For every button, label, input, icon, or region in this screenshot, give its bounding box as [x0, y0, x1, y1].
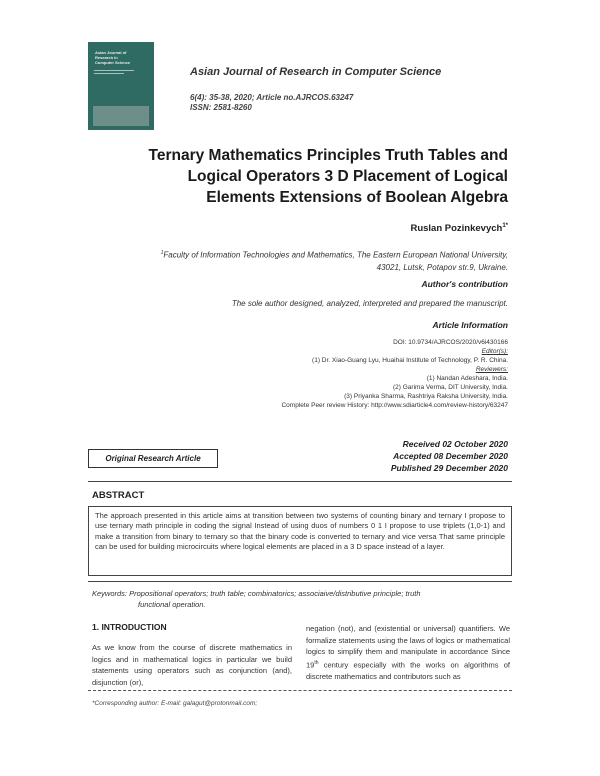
editor-label: Editor(s): [481, 348, 508, 355]
editor: (1) Dr. Xiao-Guang Lyu, Huaihai Institute of Technology, P. R. China. [312, 357, 508, 364]
title-line: Ternary Mathematics Principles Truth Tables and [148, 147, 508, 164]
author [410, 223, 508, 234]
affiliation-line: Faculty of Information Technologies and Mathematics, The Eastern European National University, [163, 250, 508, 260]
col2-text: century especially with the works on algorithms of discrete mathematics and contributors such as [306, 660, 510, 681]
introduction-col1: As we know from the course of discrete mathematics in logics and in mathematical logics in particular we build statements using operators such as conjunction (and), disjunction (or), [92, 643, 292, 687]
volume-info: 6(4): 35-38, 2020; Article no.AJRCOS.63247 [190, 93, 354, 102]
abstract-text: The approach presented in this article aims at transition between two systems of counting binary and ternary I propose to use ternary math principle in coding the signal Instead of using duos of numbers 0 1 I propose to use triplets (1,0-1) and make a transition from binary to ternary so that the binary code is converted to ternary and vice versa That same principle can be used for building microcircuits where logical elements are placed in a 3 D space instead of a layer. [88, 506, 512, 576]
author-name: Ruslan Pozinkevych [410, 223, 503, 235]
accepted-date: Accepted 08 December 2020 [393, 451, 508, 461]
issn: ISSN: 2581-8260 [190, 103, 252, 112]
cover-title-line: Computer Science [95, 60, 131, 65]
abstract-heading: ABSTRACT [92, 490, 145, 501]
title-line: Elements Extensions of Boolean Algebra [206, 189, 508, 206]
contribution-text: The sole author designed, analyzed, interpreted and prepared the manuscript. [231, 299, 508, 308]
affiliation [88, 247, 508, 274]
reviewer: (1) Nandan Adeshara, India. [426, 375, 508, 382]
corresponding-author-footnote: *Corresponding author: E-mail: galagut@protonmail.com; [92, 700, 258, 707]
divider [88, 481, 512, 482]
journal-cover-thumbnail [88, 42, 154, 130]
title-line: Logical Operators 3 D Placement of Logical [187, 168, 508, 185]
article-type-box: Original Research Article [88, 449, 218, 468]
footnote-divider [88, 690, 512, 691]
keywords-label: Keywords: [92, 589, 128, 598]
cover-title-line: Research in [95, 55, 118, 60]
article-info-heading: Article Information [432, 320, 508, 330]
introduction-col2 [306, 623, 510, 682]
cover-title-line: Asian Journal of [95, 50, 127, 55]
cover-decoration [94, 70, 134, 71]
reviewers-label: Reviewers: [475, 366, 508, 373]
article-info [178, 338, 508, 410]
keywords-text-cont: functional operation. [138, 600, 206, 609]
cover-panel [93, 106, 149, 126]
affiliation-sup: 1 [160, 250, 164, 256]
divider [88, 581, 512, 582]
paper-title [68, 145, 508, 208]
reviewer: (3) Priyanka Sharma, Rashtriya Raksha University, India. [344, 393, 508, 400]
col2-sup: th [314, 659, 319, 666]
received-date: Received 02 October 2020 [402, 439, 508, 449]
cover-title [95, 50, 147, 65]
published-date: Published 29 December 2020 [390, 463, 508, 473]
col2-text: negation (not), and (existential or universal) quantifiers. We formalize statements using the laws of logics or mathematical logics to simplify them and manipulate in accordance Since 19 [306, 624, 510, 670]
cover-decoration [94, 73, 124, 74]
keywords [92, 588, 510, 610]
keywords-text: Propositional operators; truth table; combinatorics; associaive/distributive principle; truth [129, 589, 421, 598]
author-sup: 1* [502, 223, 508, 229]
doi: DOI: 10.9734/AJRCOS/2020/v6i430166 [393, 339, 508, 346]
affiliation-line: 43021, Lutsk, Potapov str.9, Ukraine. [376, 262, 508, 272]
review-history-link[interactable]: http://www.sdiarticle4.com/review-history/63247 [371, 402, 508, 409]
article-dates [391, 438, 508, 474]
reviewer: (2) Garima Verma, DIT University, India. [393, 384, 508, 391]
journal-name: Asian Journal of Research in Computer Science [190, 66, 442, 78]
introduction-heading: 1. INTRODUCTION [92, 622, 167, 632]
history-label: Complete Peer review History: [281, 402, 370, 409]
contribution-heading: Author's contribution [421, 279, 508, 289]
